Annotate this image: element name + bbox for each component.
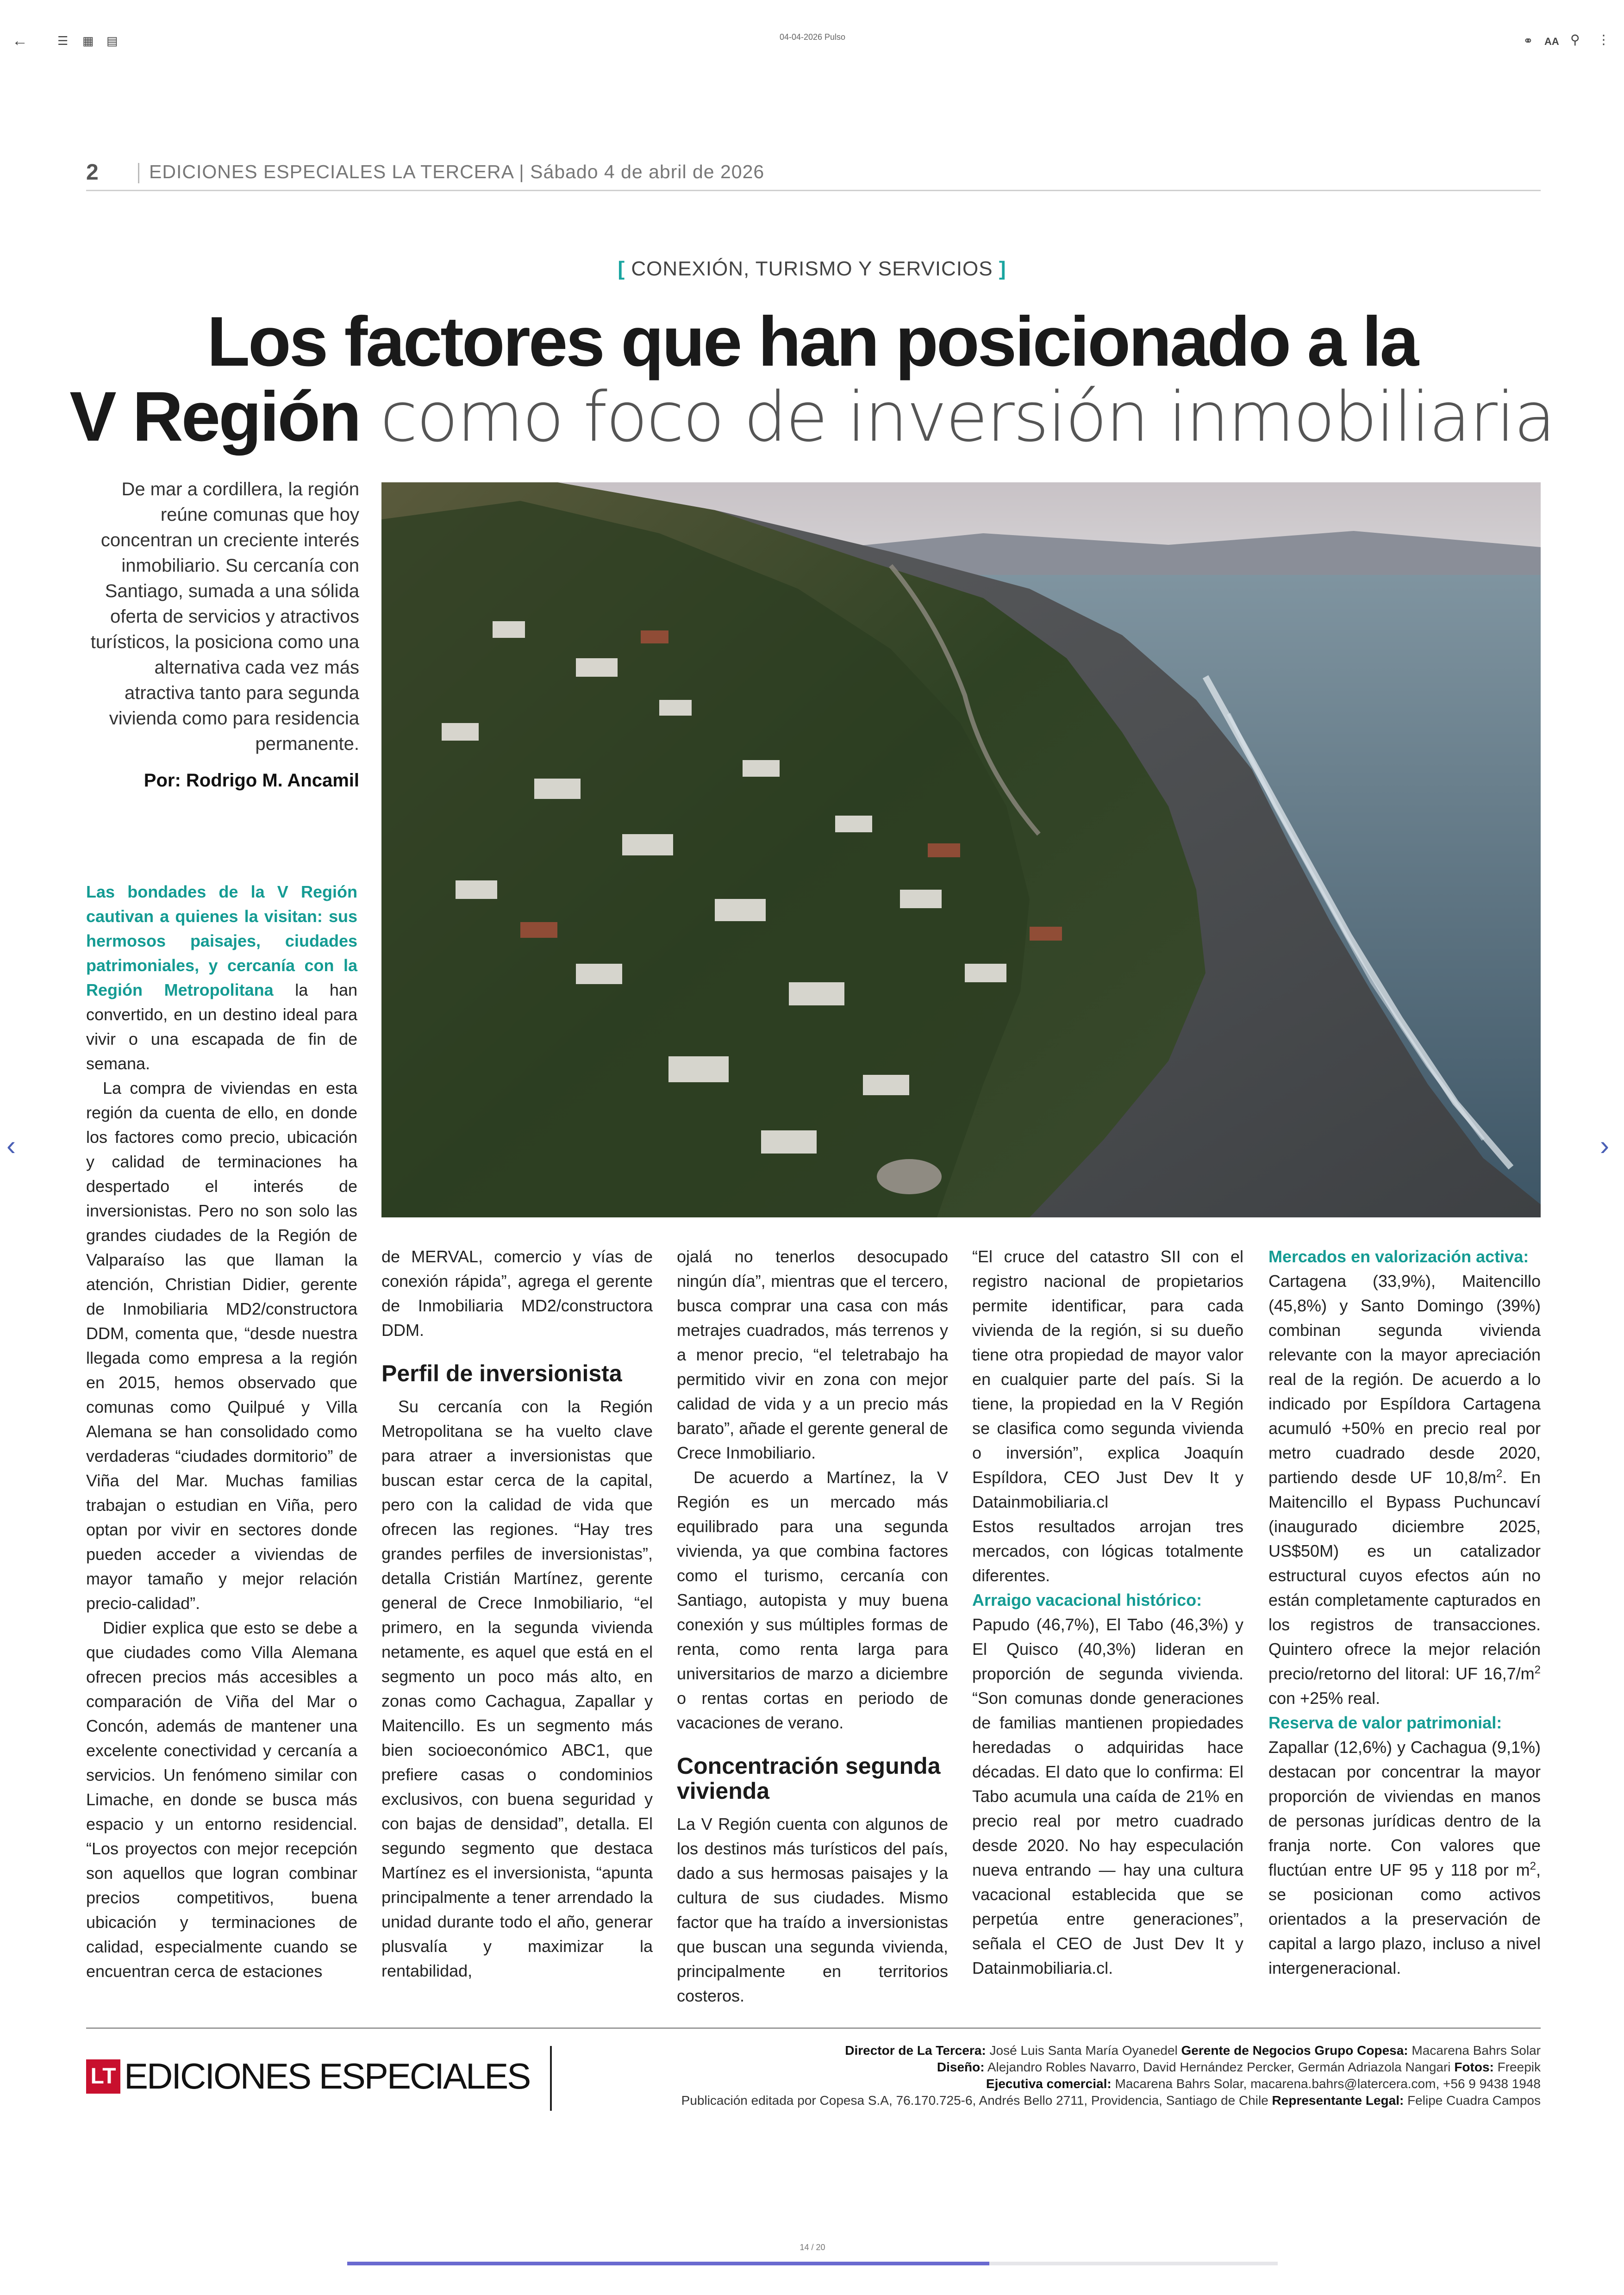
- paragraph: La V Región cuenta con algunos de los destinos más turísticos del país, dado a sus hermosas paisajes y la cultura de sus ciudades. Mismo factor que ha traído a inversionistas que buscan una segunda vivienda, principalmente en territorios costeros.: [677, 1815, 948, 2005]
- superscript: 2: [1496, 1467, 1503, 1480]
- paragraph: [1268, 1269, 1541, 1710]
- credit-key: Ejecutiva comercial:: [986, 2077, 1112, 2091]
- page-number: 2: [86, 160, 99, 185]
- footer-rule: [86, 2027, 1541, 2029]
- intro-highlight: Las bondades de la V Región cautivan a quienes la visitan: sus hermosos paisajes, ciudades patrimoniales, y cercanía con la Región Metropolitana: [86, 882, 357, 999]
- publication-header: EDICIONES ESPECIALES LA TERCERA | Sábado 4 de abril de 2026: [149, 161, 765, 182]
- section-bracket-close: ]: [999, 257, 1006, 280]
- paragraph-part: con +25% real.: [1268, 1689, 1380, 1708]
- paragraph: “El cruce del catastro SII con el registro nacional de propietarios permite identificar, para cada vivienda de la región, si su dueño tiene otra propiedad de mayor valor en cualquier parte del país. Si la tiene, la propiedad en la V Región se clasifica como segunda vivienda o inversión”, explica Joaquín Espíldora, CEO Just Dev It y Datainmobiliaria.cl: [972, 1247, 1243, 1511]
- highlight-reserva: Reserva de valor patrimonial:: [1268, 1713, 1502, 1732]
- credit-key: Fotos:: [1454, 2060, 1494, 2074]
- superscript: 2: [1534, 1664, 1541, 1676]
- paragraph-part: , se posicionan como activos orientados a la preservación de capital a largo plazo, incluso a nivel intergeneracional.: [1268, 1860, 1541, 1977]
- section-label: [0, 257, 1624, 281]
- highlight-arraigo: Arraigo vacacional histórico:: [972, 1590, 1202, 1609]
- headline-line-2: [0, 375, 1624, 480]
- credit-value: Alejandro Robles Navarro, David Hernández Percker, Germán Adriazola Nangari: [984, 2060, 1455, 2074]
- chevron-right-icon[interactable]: ›: [1600, 1130, 1609, 1161]
- headphones-icon[interactable]: ⚭: [1523, 34, 1533, 48]
- credit-key: Representante Legal:: [1272, 2093, 1404, 2108]
- subheading-perfil: Perfil de inversionista: [381, 1360, 622, 1386]
- staff-credits: [565, 2042, 1541, 2109]
- subheading-concentracion: Concentración segunda vivienda: [677, 1753, 941, 1804]
- logo-mark: LT: [86, 2059, 120, 2094]
- paragraph-part: Cartagena (33,9%), Maitencillo (45,8%) y Santo Domingo (39%) combinan segunda vivienda relevante con la mayor apreciación real de la región. De acuerdo a lo indicado por Espíldora Cartagena acumuló +50% en precio real por metro cuadrado desde 2020, partiendo desde UF 10,8/m: [1268, 1272, 1541, 1487]
- paragraph: Didier explica que esto se debe a que ciudades como Villa Alemana ofrecen precios más accesibles a comparación de Viña del Mar o Concón, además de mantener una excelente conectividad y cercanía a servicios. Un fenómeno similar con Limache, en donde se busca más espacio y un entorno residencial. “Los proyectos con mejor recepción son aquellos que logran combinar precios competitivos, buena ubicación y terminaciones de calidad, especialmente cuando se encuentran cerca de estaciones: [86, 1618, 357, 1981]
- reading-progress-fill: [347, 2262, 989, 2265]
- article-photo: [381, 482, 1541, 1217]
- article-column-4: [972, 1244, 1243, 1980]
- section-label-text: CONEXIÓN, TURISMO Y SERVICIOS: [631, 257, 993, 280]
- headline-light-part: como foco de inversión inmobiliaria: [359, 377, 1555, 457]
- paragraph: Papudo (46,7%), El Tabo (46,3%) y El Quisco (40,3%) lideran en proporción de segunda vivienda. “Son comunas donde generaciones de familias mantienen propiedades heredadas o adquiridas hace décadas. El dato que lo confirma: El Tabo acumula una caída de 21% en precio real por metro cuadrado desde 2020. No hay especulación nueva entrando — hay una cultura vacacional establecida que se perpetúa entre generaciones”, señala el CEO de Just Dev It y Datainmobiliaria.cl.: [972, 1615, 1243, 1977]
- issue-date: 04-04-2026 Pulso: [779, 32, 846, 42]
- article-icon[interactable]: ▤: [106, 34, 118, 48]
- grid-icon[interactable]: ▦: [82, 34, 94, 48]
- credit-value: Freepik: [1493, 2060, 1541, 2074]
- article-column-1: [86, 879, 357, 1983]
- paragraph: la han convertido, en un destino ideal para vivir o una escapada de fin de semana.: [86, 980, 357, 1073]
- ediciones-especiales-logo: [86, 2055, 530, 2095]
- search-icon[interactable]: ⚲: [1570, 32, 1580, 47]
- article-author: Por: Rodrigo M. Ancamil: [144, 770, 359, 791]
- logo-text: EDICIONES ESPECIALES: [124, 2056, 530, 2096]
- article-column-3: [677, 1244, 948, 2008]
- paragraph: ojalá no tenerlos desocupado ningún día”, mientras que el tercero, busca comprar una casa con más metrajes cuadrados, más terrenos y a menor precio, “el teletrabajo ha permitido vivir en zona con mejor calidad de vida y a un precio más barato”, añade el gerente general de Crece Inmobiliario.: [677, 1247, 948, 1462]
- footer-divider: [550, 2046, 552, 2111]
- credit-key: Director de La Tercera:: [845, 2043, 986, 2058]
- credit-value: Felipe Cuadra Campos: [1404, 2093, 1541, 2108]
- page-indicator: 14 / 20: [800, 2243, 825, 2252]
- paragraph-part: . En Maitencillo el Bypass Puchuncaví (inaugurado diciembre 2025, US$50M) es un catalizador estructural cuyos efectos aún no están completamente capturados en los registros de transacciones. Quintero ofrece la mejor relación precio/retorno del litoral: UF 16,7/m: [1268, 1468, 1541, 1683]
- credit-value: Macarena Bahrs Solar, macarena.bahrs@latercera.com, +56 9 9438 1948: [1111, 2077, 1541, 2091]
- arrow-left-icon[interactable]: ←: [12, 32, 28, 50]
- more-icon[interactable]: ⋮: [1597, 32, 1610, 47]
- section-bracket-open: [: [618, 257, 625, 280]
- credit-value: José Luis Santa María Oyanedel: [986, 2043, 1181, 2058]
- credit-key: Diseño:: [937, 2060, 985, 2074]
- credit-key: Gerente de Negocios Grupo Copesa:: [1181, 2043, 1408, 2058]
- article-column-2: [381, 1244, 653, 1983]
- article-lead: De mar a cordillera, la región reúne comunas que hoy concentran un creciente interés inmobiliario. Su cercanía con Santiago, sumada a una sólida oferta de servicios y atractivos turísticos, la posiciona como una alternativa cada vez más atractiva tanto para segunda vivienda como para residencia permanente.: [90, 479, 359, 754]
- reader-toolbar: [0, 0, 1624, 83]
- superscript: 2: [1530, 1860, 1536, 1872]
- credit-value: Macarena Bahrs Solar: [1408, 2043, 1541, 2058]
- paragraph: de MERVAL, comercio y vías de conexión rápida”, agrega el gerente de Inmobiliaria MD2/constructora DDM.: [381, 1247, 653, 1340]
- highlight-mercados: Mercados en valorización activa:: [1268, 1247, 1529, 1266]
- header-rule: [86, 190, 1541, 191]
- list-icon[interactable]: ☰: [57, 34, 69, 48]
- credit-value: Publicación editada por Copesa S.A, 76.170.725-6, Andrés Bello 2711, Providencia, Santiago de Chile: [681, 2093, 1272, 2108]
- text-size-icon[interactable]: AA: [1544, 36, 1559, 47]
- article-column-5: [1268, 1244, 1541, 1980]
- paragraph: Estos resultados arrojan tres mercados, con lógicas totalmente diferentes.: [972, 1517, 1243, 1585]
- chevron-left-icon[interactable]: ‹: [6, 1130, 16, 1161]
- paragraph: De acuerdo a Martínez, la V Región es un mercado más equilibrado para una segunda vivienda, ya que combina factores como el turismo, cercanía con Santiago, autopista y muy buena conexión y sus múltiples formas de renta, como renta larga para universitarios de marzo a diciembre o rentas cortas en periodo de vacaciones de verano.: [677, 1468, 948, 1732]
- paragraph: La compra de viviendas en esta región da cuenta de ello, en donde los factores como precio, ubicación y calidad de terminaciones ha despertado el interés de inversionistas. Pero no son solo las grandes ciudades de la Región de Valparaíso las que llaman la atención, Christian Didier, gerente de Inmobiliaria MD2/constructora DDM, comenta que, “desde nuestra llegada como empresa a la región en 2015, hemos observado que comunas como Quilpué y Villa Alemana se han consolidado como verdaderas “ciudades dormitorio” de Viña del Mar. Muchas familias trabajan o estudian en Viña, pero optan por vivir en sectores donde pueden acceder a viviendas de mayor tamaño y mejor relación precio-calidad”.: [86, 1079, 357, 1613]
- headline-bold-part: V Región: [69, 377, 360, 456]
- paragraph-part: Zapallar (12,6%) y Cachagua (9,1%) destacan por concentrar la mayor proporción de viviendas en manos de personas jurídicas dentro de la franja norte. Con valores que fluctúan entre UF 95 y 118 por m: [1268, 1738, 1541, 1879]
- headline-line-1: Los factores que han posicionado a la: [207, 302, 1417, 381]
- header-divider: [138, 163, 139, 183]
- paragraph: [1268, 1735, 1541, 1980]
- paragraph: Su cercanía con la Región Metropolitana se ha vuelto clave para atraer a inversionistas que buscan estar cerca de la capital, pero con la calidad de vida que ofrecen las regiones. “Hay tres grandes perfiles de inversionistas”, detalla Cristián Martínez, gerente general de Crece Inmobiliario, “el primero, en la segunda vivienda netamente, es aquel que está en el segmento un poco más alto, en zonas como Cachagua, Zapallar y Maitencillo. Es un segmento más bien socioeconómico ABC1, que prefiere casas o condominios exclusivos, con buena seguridad y con bajas de densidad”, detalla. El segundo segmento que destaca Martínez es el inversionista, “apunta principalmente a tener arrendado la unidad durante todo el año, generar plusvalía y maximizar la rentabilidad,: [381, 1397, 653, 1980]
